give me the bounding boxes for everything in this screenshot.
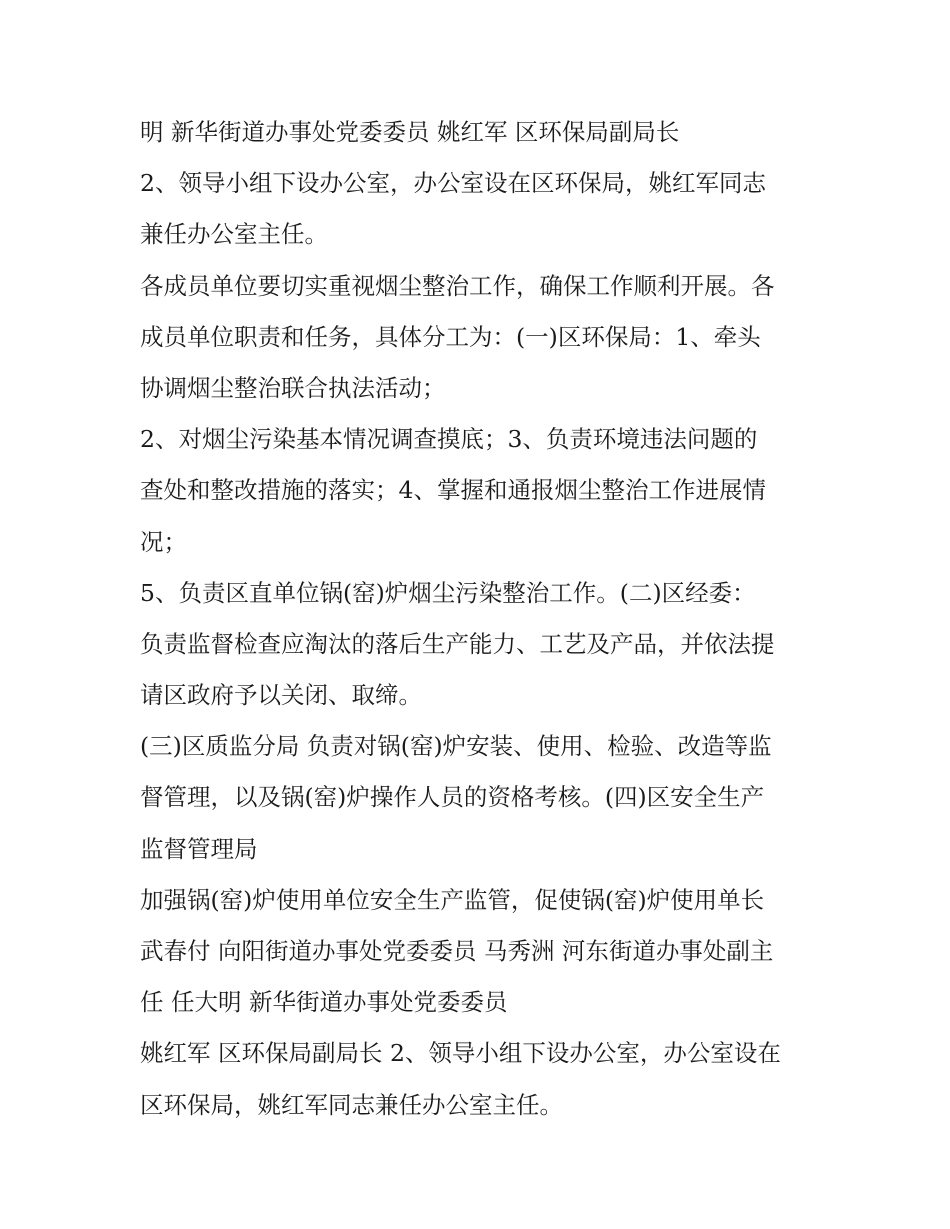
text-line: 5、负责区直单位锅(窑)炉烟尘污染整治工作。(二)区经委：: [140, 578, 756, 607]
text-line: 兼任办公室主任。: [140, 220, 328, 249]
text-line: 姚红军 区环保局副局长 2、领导小组下设办公室，办公室设在: [140, 1039, 781, 1068]
text-line: 督管理，以及锅(窑)炉操作人员的资格考核。(四)区安全生产: [140, 783, 765, 812]
text-line: 协调烟尘整治联合执法活动；: [140, 373, 446, 402]
text-line: 况；: [140, 527, 187, 556]
text-line: 2、对烟尘污染基本情况调查摸底；3、负责环境违法问题的: [140, 425, 758, 454]
text-line: 任 任大明 新华街道办事处党委委员: [140, 988, 508, 1017]
text-line: 明 新华街道办事处党委委员 姚红军 区环保局副局长: [140, 118, 680, 146]
text-line: 负责监督检查应淘汰的落后生产能力、工艺及产品，并依法提: [140, 629, 775, 658]
document-body: [140, 107, 820, 1131]
text-line: 区环保局，姚红军同志兼任办公室主任。: [140, 1090, 563, 1119]
text-line: 成员单位职责和任务，具体分工为：(一)区环保局：1、牵头: [140, 322, 761, 351]
text-line: 2、领导小组下设办公室，办公室设在区环保局，姚红军同志: [140, 169, 766, 198]
text-line: 加强锅(窑)炉使用单位安全生产监管，促使锅(窑)炉使用单长: [140, 885, 765, 914]
text-line: 查处和整改措施的落实；4、掌握和通报烟尘整治工作进展情: [140, 476, 766, 505]
text-line: 武春付 向阳街道办事处党委委员 马秀洲 河东街道办事处副主: [140, 937, 774, 965]
text-line: 监督管理局: [140, 834, 258, 863]
text-line: 请区政府予以关闭、取缔。: [140, 681, 422, 710]
text-line: (三)区质监分局 负责对锅(窑)炉安装、使用、检验、改造等监: [140, 732, 772, 761]
text-line: 各成员单位要切实重视烟尘整治工作，确保工作顺利开展。各: [140, 271, 775, 300]
